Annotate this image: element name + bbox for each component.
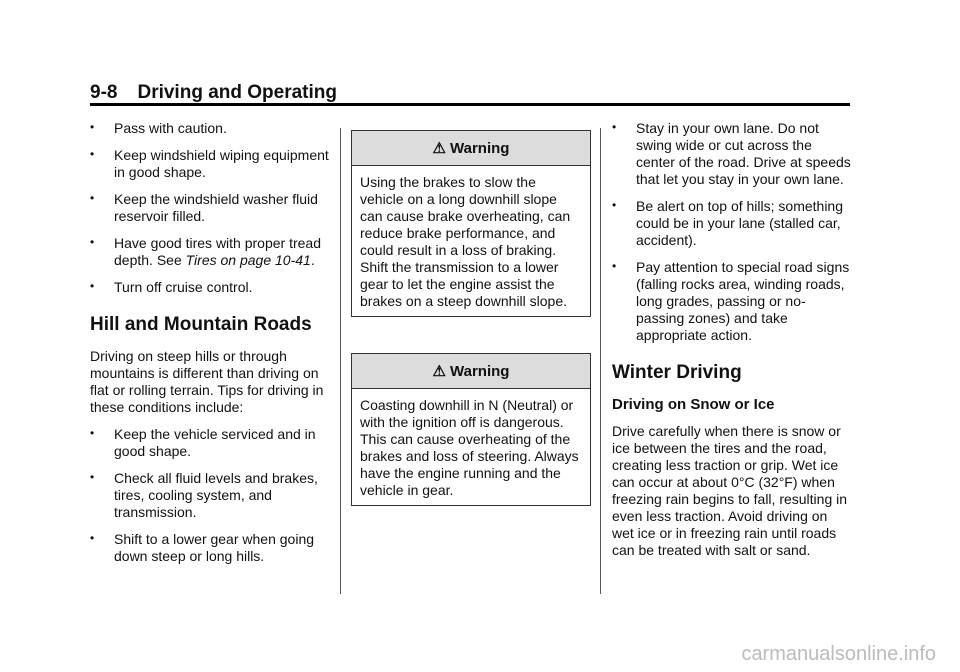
warning-header (352, 131, 590, 166)
warning-box (351, 353, 591, 506)
warning-title: Warning (450, 362, 510, 380)
section-title-hill-roads: Hill and Mountain Roads (90, 314, 312, 335)
list-item: • Pass with caution. (90, 120, 227, 136)
warning-icon: ⚠ (432, 139, 446, 157)
warning-box (351, 130, 591, 317)
warning-icon: ⚠ (432, 362, 446, 380)
bullet-list (90, 426, 330, 565)
list-item: • Keep windshield wiping equipment in good shape. (90, 147, 329, 180)
bullet-icon: • (90, 120, 95, 134)
column-divider (340, 128, 341, 594)
warning-body: Using the brakes to slow the vehicle on a long downhill slope can cause brake overheating, can reduce brake performance, and could result in a loss of braking. Shift the transmission to a lower gear to let the engine assist the brakes on a steep downhill slope. (360, 174, 571, 309)
section-title-winter-driving: Winter Driving (612, 362, 742, 383)
warning-header (352, 354, 590, 389)
column-right (612, 120, 852, 569)
bullet-icon: • (612, 120, 617, 134)
list-item: • Be alert on top of hills; something could be in your lane (stalled car, accident). (612, 198, 844, 248)
bullet-icon: • (90, 531, 95, 545)
page-header (90, 82, 337, 104)
list-item: • Keep the vehicle serviced and in good shape. (90, 426, 316, 459)
warning-body: Coasting downhill in N (Neutral) or with the ignition off is dangerous. This can cause overheating of the brakes and loss of steering. Always have the engine running and the vehicle in gear. (360, 397, 579, 498)
bullet-icon: • (90, 235, 95, 249)
chapter-title: Driving and Operating (137, 82, 337, 103)
bullet-icon: • (90, 147, 95, 161)
column-left (90, 120, 330, 575)
list-item: • Pay attention to special road signs (falling rocks area, winding roads, long grades, passing or no-passing zones) and take appropriate action. (612, 259, 850, 343)
list-item: • Keep the windshield washer fluid reservoir filled. (90, 191, 318, 224)
hill-intro-paragraph: Driving on steep hills or through mountains is different than driving on flat or rolling terrain. Tips for driving in these conditions include: (90, 348, 324, 415)
bullet-icon: • (90, 191, 95, 205)
warning-title: Warning (450, 139, 510, 157)
snow-paragraph: Drive carefully when there is snow or ice between the tires and the road, creating less traction or grip. Wet ice can occur at about 0°C (32°F) when freezing rain begins to fall, resulting in even less traction. Avoid driving on wet ice or in freezing rain until roads can be treated with salt or sand. (612, 423, 848, 558)
watermark: carmanualsonline.info (741, 643, 936, 665)
list-item: • Have good tires with proper tread depth. See Tires on page 10-41. (90, 235, 321, 268)
column-middle (351, 130, 591, 542)
bullet-icon: • (90, 426, 95, 440)
subsection-title-snow-ice: Driving on Snow or Ice (612, 396, 775, 413)
list-item: • Shift to a lower gear when going down steep or long hills. (90, 531, 315, 564)
bullet-list (90, 120, 330, 296)
list-item: • Stay in your own lane. Do not swing wide or cut across the center of the road. Drive at speeds that let you stay in your own lane. (612, 120, 851, 187)
list-item: • Check all fluid levels and brakes, tires, cooling system, and transmission. (90, 470, 318, 520)
bullet-icon: • (90, 279, 95, 293)
list-item: • Turn off cruise control. (90, 279, 253, 295)
bullet-list (612, 120, 852, 344)
bullet-icon: • (612, 198, 617, 212)
bullet-icon: • (90, 470, 95, 484)
cross-reference-link[interactable]: Tires on page 10-41 (185, 252, 311, 268)
bullet-icon: • (612, 259, 617, 273)
header-rule (90, 103, 850, 106)
column-divider (600, 128, 601, 594)
page-number: 9-8 (90, 82, 118, 103)
